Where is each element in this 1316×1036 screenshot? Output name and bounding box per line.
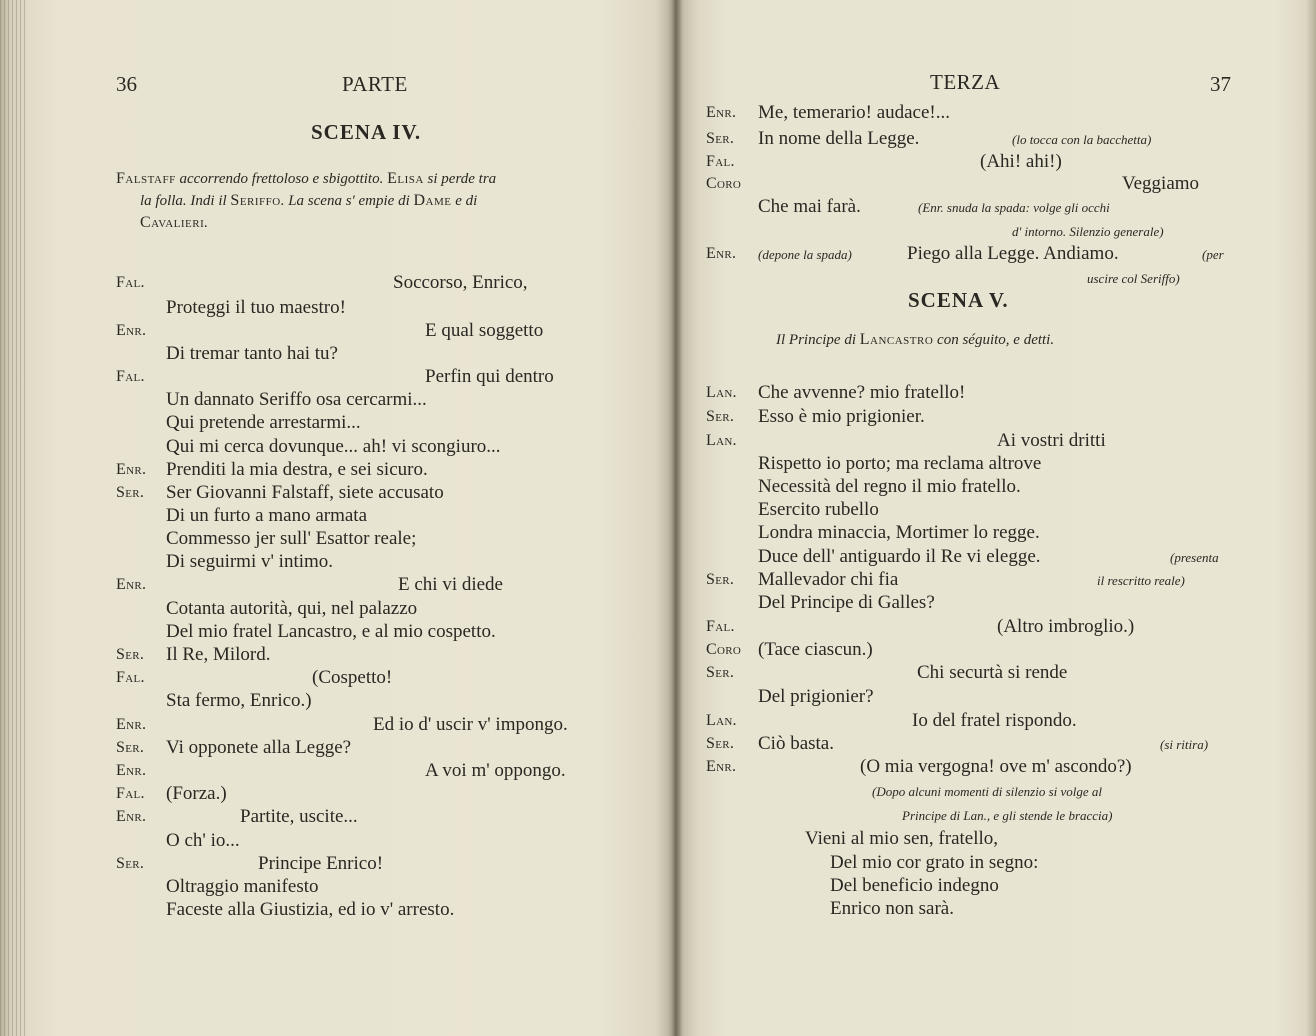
verse-line: Un dannato Seriffo osa cercarmi... [166,389,427,410]
verse-line: Che avvenne? mio fratello! [758,382,966,403]
verse-line: (Altro imbroglio.) [997,616,1135,637]
verse-line: Perfin qui dentro [425,366,554,387]
direction-line: Il Principe di Lancastro con séguito, e detti. [776,331,1055,348]
speaker: Enr. [116,808,147,825]
direction-line: la folla. Indi il Seriffo. La scena s' empie di Dame e di [140,192,478,209]
scene-title: SCENA V. [908,288,1009,312]
speaker: Enr. [116,762,147,779]
verse-line: Prenditi la mia destra, e sei sicuro. [166,459,428,480]
verse-line: Ed io d' uscir v' impongo. [373,714,568,735]
verse-line: Del beneficio indegno [830,875,999,896]
stage-note: (presenta [1170,550,1219,565]
verse-line: Enrico non sarà. [830,898,954,919]
verse-line: E chi vi diede [398,574,503,595]
stage-note: (per [1202,247,1224,262]
speaker: Ser. [116,484,145,501]
speaker: Ser. [706,130,735,147]
running-head: TERZA [930,70,1001,94]
speaker: Ser. [706,735,735,752]
stage-note: d' intorno. Silenzio generale) [1012,224,1164,239]
verse-line: Vieni al mio sen, fratello, [805,828,999,849]
verse-line: Il Re, Milord. [166,644,271,665]
verse-line: In nome della Legge. [758,128,920,149]
verse-line: Del mio fratel Lancastro, e al mio cospetto. [166,621,496,642]
speaker: Enr. [706,245,737,262]
speaker: Coro [706,641,742,658]
page-edges [0,0,26,1036]
verse-line: Proteggi il tuo maestro! [166,297,346,318]
verse-line: Piego alla Legge. Andiamo. [907,243,1119,264]
speaker: Enr. [706,758,737,775]
stage-note: il rescritto reale) [1097,573,1185,588]
scene-title: SCENA IV. [311,120,422,144]
verse-line: Mallevador chi fia [758,569,899,590]
verse-line: Ciò basta. [758,733,834,754]
verse-line: Del prigionier? [758,686,874,707]
verse-line: Necessità del regno il mio fratello. [758,476,1021,497]
direction-line: Falstaff accorrendo frettoloso e sbigottito. Elisa si perde tra [116,170,497,187]
speaker: Ser. [706,664,735,681]
page-number: 36 [116,72,137,96]
verse-line: O ch' io... [166,830,240,851]
speaker: Fal. [116,669,145,686]
speaker: Ser. [706,571,735,588]
page-number: 37 [1210,72,1231,96]
verse-line: Cotanta autorità, qui, nel palazzo [166,598,418,619]
verse-line: Io del fratel rispondo. [912,710,1077,731]
speaker: Fal. [116,368,145,385]
verse-line: Ai vostri dritti [997,430,1106,451]
verse-line: Del mio cor grato in segno: [830,852,1039,873]
speaker: Enr. [116,322,147,339]
verse-line: (Forza.) [166,783,227,804]
verse-line: Esercito rubello [758,499,879,520]
speaker: Coro [706,175,742,192]
verse-line: (Tace ciascun.) [758,639,873,660]
verse-line: Rispetto io porto; ma reclama altrove [758,453,1042,474]
stage-note: (Dopo alcuni momenti di silenzio si volge al [872,784,1103,799]
verse-line: Sta fermo, Enrico.) [166,690,312,711]
verse-line: Di tremar tanto hai tu? [166,343,338,364]
speaker: Ser. [116,855,145,872]
direction-line: Cavalieri. [140,214,209,231]
verse-line: Ser Giovanni Falstaff, siete accusato [166,482,444,503]
verse-line: Che mai farà. [758,196,861,217]
stage-note: uscire col Seriffo) [1087,271,1180,286]
verse-line: A voi m' oppongo. [425,760,566,781]
speaker: Fal. [116,274,145,291]
speaker: Ser. [116,646,145,663]
speaker: Enr. [116,716,147,733]
speaker: Enr. [116,576,147,593]
verse-line: Di un furto a mano armata [166,505,368,526]
verse-line: Commesso jer sull' Esattor reale; [166,528,417,549]
speaker: Enr. [706,104,737,121]
verse-line: Del Principe di Galles? [758,592,935,613]
speaker: Ser. [116,739,145,756]
verse-line: Veggiamo [1122,173,1200,194]
stage-note: Principe di Lan., e gli stende le braccia) [902,808,1113,823]
speaker: Enr. [116,461,147,478]
verse-line: Oltraggio manifesto [166,876,319,897]
verse-line: Principe Enrico! [258,853,384,874]
verse-line: Duce dell' antiguardo il Re vi elegge. [758,546,1041,567]
verse-line: Esso è mio prigionier. [758,406,925,427]
speaker: Lan. [706,432,737,449]
stage-note: (depone la spada) [758,247,852,262]
speaker: Fal. [706,618,735,635]
running-head: PARTE [342,72,408,96]
verse-line: Soccorso, Enrico, [393,272,528,293]
stage-note: (si ritira) [1160,737,1209,752]
speaker: Fal. [116,785,145,802]
verse-line: Faceste alla Giustizia, ed io v' arresto. [166,899,455,920]
verse-line: Qui mi cerca dovunque... ah! vi scongiuro... [166,436,501,457]
verse-line: Qui pretende arrestarmi... [166,412,361,433]
verse-line: Londra minaccia, Mortimer lo regge. [758,522,1040,543]
verse-line: (Cospetto! [312,667,393,688]
speaker: Ser. [706,408,735,425]
right-page [676,0,1316,1036]
verse-line: Vi opponete alla Legge? [166,737,352,758]
verse-line: (O mia vergogna! ove m' ascondo?) [860,756,1132,777]
speaker: Lan. [706,384,737,401]
verse-line: Di seguirmi v' intimo. [166,551,334,572]
verse-line: Me, temerario! audace!... [758,102,951,123]
speaker: Fal. [706,153,735,170]
stage-note: (Enr. snuda la spada: volge gli occhi [918,200,1110,215]
verse-line: E qual soggetto [425,320,544,341]
verse-line: (Ahi! ahi!) [980,151,1062,172]
stage-note: (lo tocca con la bacchetta) [1012,132,1152,147]
verse-line: Partite, uscite... [240,806,358,827]
book-spine [668,0,684,1036]
speaker: Lan. [706,712,737,729]
verse-line: Chi securtà si rende [917,662,1068,683]
